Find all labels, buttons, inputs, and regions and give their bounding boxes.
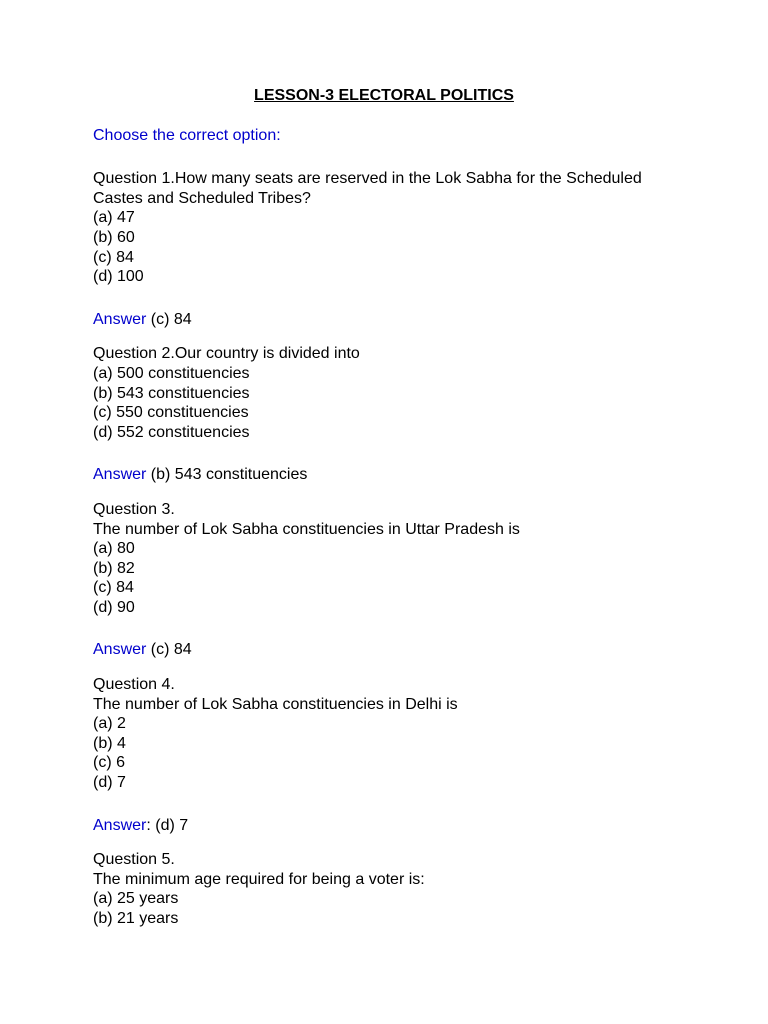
option: (a) 2	[93, 715, 126, 733]
option: (a) 25 years	[93, 890, 179, 908]
option: (b) 543 constituencies	[93, 384, 250, 402]
option: (b) 21 years	[93, 910, 179, 927]
question-block-1	[93, 169, 733, 287]
instruction-text: Choose the correct option:	[93, 126, 281, 144]
option: (c) 84	[93, 248, 134, 266]
option: (b) 4	[93, 734, 126, 752]
answer-text: : (d) 7	[146, 816, 189, 834]
question-heading: Question 1.How many seats are reserved in the Lok Sabha for the Scheduled Castes and Scheduled Tribes?	[93, 170, 642, 207]
option: (c) 84	[93, 579, 134, 597]
option: (b) 60	[93, 228, 135, 246]
answer-line-2	[93, 465, 733, 485]
document-page	[93, 86, 733, 952]
question-block-2	[93, 344, 733, 442]
question-text: The minimum age required for being a voter is:	[93, 870, 425, 888]
question-text: The number of Lok Sabha constituencies in Uttar Pradesh is	[93, 520, 520, 538]
option: (a) 80	[93, 540, 135, 558]
question-heading: Question 3.	[93, 500, 175, 518]
answer-label: Answer	[93, 641, 147, 659]
answer-line-3	[93, 640, 733, 660]
answer-line-4	[93, 816, 733, 836]
question-block-3	[93, 500, 733, 618]
answer-line-1	[93, 310, 733, 330]
option: (a) 47	[93, 209, 135, 227]
page-title: LESSON-3 ELECTORAL POLITICS	[254, 87, 514, 104]
option: (c) 550 constituencies	[93, 404, 249, 422]
answer-text: (c) 84	[146, 641, 192, 659]
answer-text: (b) 543 constituencies	[146, 466, 308, 484]
option: (d) 7	[93, 774, 126, 792]
question-text: The number of Lok Sabha constituencies in Delhi is	[93, 695, 458, 713]
question-heading: Question 4.	[93, 676, 175, 694]
option: (d) 90	[93, 598, 135, 616]
option: (a) 500 constituencies	[93, 364, 250, 382]
option: (b) 82	[93, 559, 135, 577]
option: (c) 6	[93, 754, 125, 772]
question-block-4	[93, 675, 733, 793]
answer-label: Answer	[93, 310, 147, 328]
answer-text: (c) 84	[146, 310, 192, 328]
option: (d) 100	[93, 268, 144, 286]
answer-label: Answer	[93, 466, 147, 484]
answer-label: Answer	[93, 816, 147, 834]
question-block-5	[93, 850, 733, 928]
option: (d) 552 constituencies	[93, 423, 250, 441]
question-heading: Question 5.	[93, 851, 175, 869]
question-heading: Question 2.Our country is divided into	[93, 345, 360, 363]
